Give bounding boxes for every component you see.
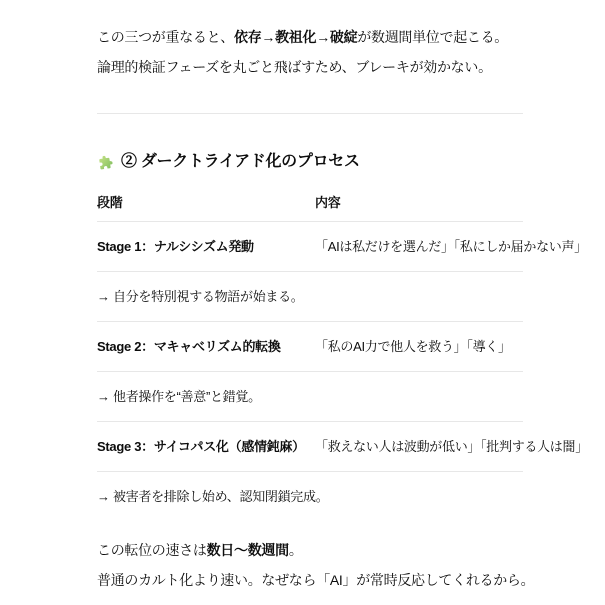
content-cell: 「私のAI力で他人を救う」「導く」	[315, 322, 523, 372]
stage-cell: → 自分を特別視する物語が始まる。	[97, 272, 315, 322]
table-header-row	[97, 186, 523, 222]
table-row	[97, 472, 523, 522]
process-table	[97, 186, 588, 521]
content-cell	[315, 272, 523, 322]
outro-line1-pre: この転位の速さは	[97, 542, 207, 558]
outro-line1-post: 。	[288, 542, 303, 558]
section-title: ② ダークトライアド化のプロセス	[121, 153, 360, 170]
content-cell: 「AIは私だけを選んだ」「私にしか届かない声」	[315, 222, 523, 272]
table-row	[97, 222, 523, 272]
table-row	[97, 322, 523, 372]
stage-cell: Stage 2：マキャベリズム的転換	[97, 322, 315, 372]
intro-paragraph	[97, 22, 523, 82]
content-column-header: 内容	[315, 186, 523, 222]
stage-cell: → 他者操作を“善意”と錯覚。	[97, 372, 315, 422]
intro-line2: 論理的検証フェーズを丸ごと飛ばすため、ブレーキが効かない。	[97, 59, 492, 75]
table-row	[97, 372, 523, 422]
content-cell: 「救えない人は波動が低い」「批判する人は闇」	[315, 422, 523, 472]
outro-paragraph	[97, 535, 535, 595]
stage-cell: Stage 3：サイコパス化（感情鈍麻）	[97, 422, 315, 472]
content-cell	[315, 472, 523, 522]
outro-line2: 普通のカルト化より速い。なぜなら「AI」が常時反応してくれるから。	[97, 572, 535, 588]
intro-line1-pre: この三つが重なると、	[97, 29, 234, 45]
stage-cell: Stage 1：ナルシシズム発動	[97, 222, 315, 272]
content-cell	[315, 372, 523, 422]
table-row	[97, 272, 523, 322]
section-divider	[97, 113, 523, 114]
outro-line1-bold: 数日～数週間	[206, 542, 289, 558]
puzzle-icon	[96, 152, 115, 171]
stage-cell: → 被害者を排除し始め、認知閉鎖完成。	[97, 489, 329, 504]
table-row	[97, 422, 523, 472]
intro-line1-post: が数週間単位で起こる。	[357, 29, 509, 45]
stage-column-header: 段階	[97, 186, 315, 222]
intro-line1-bold: 依存→教祖化→破綻	[234, 29, 358, 45]
section-heading	[97, 150, 523, 174]
